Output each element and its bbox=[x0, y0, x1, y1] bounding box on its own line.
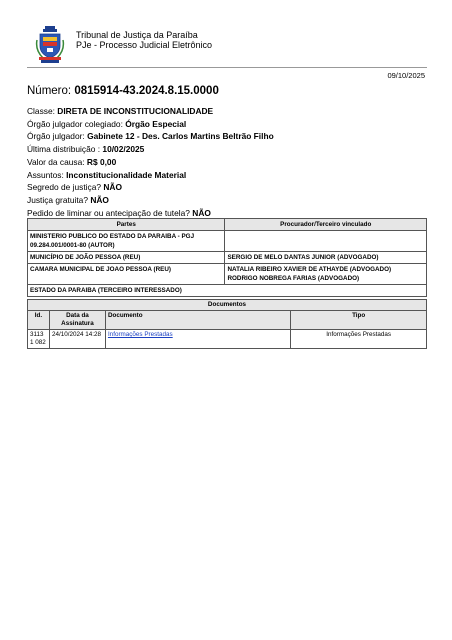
field-orgao-colegiado: Órgão julgador colegiado: Órgão Especial bbox=[27, 118, 187, 129]
table-row bbox=[28, 252, 427, 264]
doc-id-cell: 31131 082 bbox=[28, 330, 50, 349]
documents-table bbox=[27, 299, 427, 349]
doc-type-cell: Informações Prestadas bbox=[291, 330, 427, 349]
attorney-cell bbox=[225, 231, 427, 252]
process-number-value: 0815914-43.2024.8.15.0000 bbox=[74, 85, 219, 97]
attorney-cell bbox=[225, 264, 427, 285]
table-row bbox=[28, 285, 427, 297]
process-fields bbox=[27, 105, 427, 219]
print-date: 09/10/2025 bbox=[387, 71, 425, 80]
field-justica-gratuita: Justiça gratuita? NÃO bbox=[27, 194, 109, 205]
field-segredo-justica: Segredo de justiça? NÃO bbox=[27, 182, 122, 193]
field-classe: Classe: DIRETA DE INCONSTITUCIONALIDADE bbox=[27, 106, 214, 116]
field-pedido-liminar: Pedido de liminar ou antecipação de tutela? NÃO bbox=[27, 207, 211, 218]
header-partes: Partes bbox=[28, 219, 225, 231]
table-row bbox=[28, 231, 427, 252]
document-header bbox=[35, 26, 425, 66]
attorney-name: NATALIA RIBEIRO XAVIER DE ATHAYDE (ADVOGADO) bbox=[227, 266, 392, 273]
header-documento: Documento bbox=[105, 311, 290, 330]
table-row bbox=[28, 264, 427, 285]
attorney-cell: SERGIO DE MELO DANTAS JUNIOR (ADVOGADO) bbox=[225, 252, 427, 264]
party-cell: CAMARA MUNICIPAL DE JOAO PESSOA (REU) bbox=[28, 264, 225, 285]
table-row bbox=[28, 330, 427, 349]
process-number bbox=[27, 84, 219, 98]
doc-date-cell: 24/10/2024 14:28 bbox=[49, 330, 105, 349]
court-coat-of-arms-logo bbox=[35, 26, 65, 64]
header-tipo: Tipo bbox=[291, 311, 427, 330]
header-procurador: Procurador/Terceiro vinculado bbox=[225, 219, 427, 231]
party-cell: MUNICÍPIO DE JOÃO PESSOA (REU) bbox=[28, 252, 225, 264]
field-assuntos: Assuntos: Inconstitucionalidade Material bbox=[27, 169, 187, 180]
header-data-assinatura: Data da Assinatura bbox=[49, 311, 105, 330]
parties-table bbox=[27, 218, 427, 297]
header-divider bbox=[27, 67, 427, 68]
field-valor-causa: Valor da causa: R$ 0,00 bbox=[27, 156, 117, 167]
header-id: Id. bbox=[28, 311, 50, 330]
field-ultima-distribuicao: Última distribuição : 10/02/2025 bbox=[27, 144, 145, 155]
document-link[interactable]: Informações Prestadas bbox=[107, 331, 173, 338]
court-name: Tribunal de Justiça da Paraíba bbox=[76, 30, 198, 40]
process-number-label: Número: bbox=[27, 85, 72, 97]
party-cell: ESTADO DA PARAIBA (TERCEIRO INTERESSADO) bbox=[28, 285, 427, 297]
party-cell: MINISTERIO PUBLICO DO ESTADO DA PARAIBA - PGJ 09.284.001/0001-80 (AUTOR) bbox=[28, 231, 225, 252]
documents-title: Documentos bbox=[28, 300, 427, 311]
field-orgao-julgador: Órgão julgador: Gabinete 12 - Des. Carlos Martins Beltrão Filho bbox=[27, 131, 274, 142]
doc-name-cell bbox=[105, 330, 290, 349]
system-name: PJe - Processo Judicial Eletrônico bbox=[76, 40, 213, 50]
attorney-name: RODRIGO NOBREGA FARIAS (ADVOGADO) bbox=[227, 275, 360, 282]
